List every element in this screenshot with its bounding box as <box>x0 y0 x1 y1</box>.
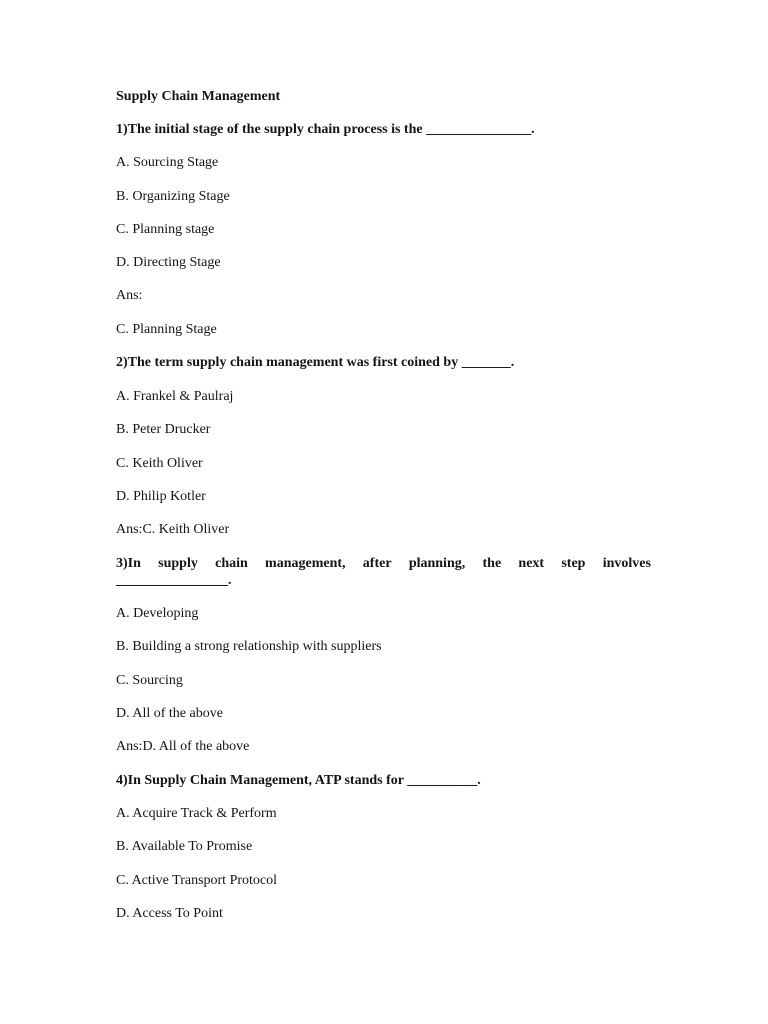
q1-answer-label: Ans: <box>116 288 143 303</box>
question-4: 4)In Supply Chain Management, ATP stands for __________. <box>116 773 481 788</box>
q3-word: next <box>518 556 545 571</box>
q3-word: involves <box>602 556 651 571</box>
q3-option-c: C. Sourcing <box>116 673 183 688</box>
q3-option-d: D. All of the above <box>116 706 223 721</box>
q3-word: chain <box>215 556 248 571</box>
q2-answer: Ans:C. Keith Oliver <box>116 522 230 537</box>
q4-option-c: C. Active Transport Protocol <box>116 873 278 888</box>
question-2: 2)The term supply chain management was first coined by _______. <box>116 355 515 370</box>
q3-word: after <box>362 556 392 571</box>
q3-option-b: B. Building a strong relationship with suppliers <box>116 639 382 654</box>
q3-word: step <box>561 556 586 571</box>
q2-option-c: C. Keith Oliver <box>116 456 203 471</box>
q1-answer: C. Planning Stage <box>116 322 217 337</box>
question-3-continuation: ________________. <box>116 573 232 588</box>
q3-word: planning, <box>408 556 466 571</box>
q1-option-a: A. Sourcing Stage <box>116 155 219 170</box>
q4-option-a: A. Acquire Track & Perform <box>116 806 277 821</box>
question-1: 1)The initial stage of the supply chain process is the _______________. <box>116 122 535 137</box>
q2-option-a: A. Frankel & Paulraj <box>116 389 234 404</box>
q1-option-d: D. Directing Stage <box>116 255 221 270</box>
q1-option-c: C. Planning stage <box>116 222 215 237</box>
question-3 <box>116 555 651 573</box>
q3-word: 3)In <box>116 556 141 571</box>
document-title: Supply Chain Management <box>116 89 281 104</box>
q4-option-d: D. Access To Point <box>116 906 223 921</box>
q4-option-b: B. Available To Promise <box>116 839 253 854</box>
q3-word: supply <box>158 556 198 571</box>
q2-option-d: D. Philip Kotler <box>116 489 206 504</box>
q3-option-a: A. Developing <box>116 606 199 621</box>
q2-option-b: B. Peter Drucker <box>116 422 211 437</box>
q1-option-b: B. Organizing Stage <box>116 189 230 204</box>
q3-answer: Ans:D. All of the above <box>116 739 250 754</box>
q3-word: the <box>482 556 502 571</box>
q3-word: management, <box>265 556 346 571</box>
